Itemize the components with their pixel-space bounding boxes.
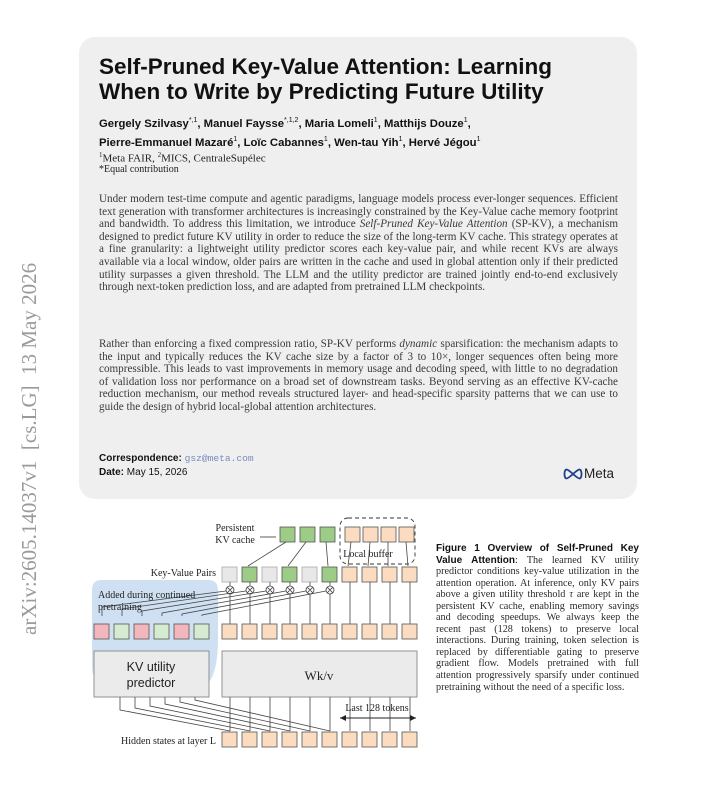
abstract-text: (SP-KV), a mechanism designed to predict future KV utility in order to reduce the size of the long-term KV cache. This strategy operates at a fine granularity: a lightweight utility predictor scores each key-value pair, and while recent KVs are always available via a local window, older pairs are written in the cache and used in global attention only if their predicted utility surpasses a given threshold. The LLM and the utility predictor are trained jointly end-to-end exclusively through next-token prediction loss, and are adapted from pretrained LLM checkpoints.	[99, 218, 619, 294]
author-name: Pierre-Emmanuel Mazaré	[99, 136, 234, 149]
author-affil-mark: 1	[323, 135, 328, 143]
author-name: Hervé Jégou	[408, 136, 477, 149]
arxiv-identifier	[6, 120, 46, 640]
figure-1-diagram	[90, 515, 425, 755]
persistent-cache-row	[280, 527, 414, 542]
predictor-label-2: predictor	[126, 676, 176, 690]
kv-projection-row	[222, 624, 417, 639]
author-affil-mark: 1	[476, 135, 481, 143]
added-training-label: Added during continued	[98, 590, 196, 601]
author-name: Gergely Szilvasy	[99, 117, 189, 130]
utility-predictor-box	[94, 651, 209, 697]
author-affil-mark: 1	[463, 117, 468, 124]
date-value: May 15, 2026	[126, 467, 188, 478]
correspondence-label: Correspondence:	[99, 453, 182, 464]
author-affil-mark: 1	[233, 135, 238, 143]
abstract-paragraph-2	[99, 338, 618, 414]
meta-infinity-icon	[563, 468, 583, 480]
author-affil-mark: 1	[373, 117, 378, 124]
affiliation-meta: Meta FAIR,	[102, 152, 158, 165]
author-name: Loïc Cabannes	[243, 136, 324, 149]
equal-contribution-note: *Equal contribution	[99, 164, 179, 175]
abstract-text: Under modern test-time compute and agentic paradigms, language models process ever-longer sequences. Efficient text generation with transformer architectures is increasingly constrained by the Key-Value cache memory footprint and bandwidth. To address this limitation, we introduce	[99, 193, 618, 231]
affiliations	[99, 148, 619, 166]
emphasis-dynamic: dynamic	[399, 338, 438, 350]
affil-number: 2	[157, 151, 162, 159]
caption-text: are kept in the persistent KV cache, enabling memory savings and decoding speedups. We always keep the recent past (128 tokens) to preserve local interactions. During training, token selection is replaced by differentiable gating to preserve gradient flow. Models pretrained with full attention progressively sparsify under continued pretraining without the need of a specific loss.	[436, 589, 639, 693]
affiliation-mics: MICS, CentraleSupélec	[161, 152, 266, 165]
paper-title: Self-Pruned Key-Value Attention: Learning When to Write by Predicting Future Utility	[99, 54, 552, 104]
figure-1-caption	[436, 543, 639, 693]
affil-number: 1	[99, 151, 103, 159]
date-line	[99, 467, 187, 478]
local-buffer-label: Local buffer	[343, 549, 393, 560]
last-tokens-label: Last 128 tokens	[345, 703, 409, 714]
correspondence	[99, 453, 254, 464]
tau-symbol: τ	[569, 589, 573, 601]
hidden-states-label: Hidden states at layer L	[121, 736, 216, 747]
persistent-cache-label: Persistent	[215, 523, 255, 534]
abstract-text: sparsification: the mechanism adapts to the input and typically reduces the KV cache size by a factor of 3 to 10×, longer sequences often being more compressible. This leads to vast improvements in memory usage and decoding speed, with little to no degradation of validation loss nor performance on a broad set of downstream tasks. Beyond serving as an effective KV-cache reduction mechanism, our method reveals structured layer- and head-specific sparsity patterns that we can use to guide the design of hybrid local-global attention architectures.	[99, 338, 619, 413]
persistent-cache-label-2: KV cache	[215, 535, 255, 546]
correspondence-email[interactable]: gsz@meta.com	[184, 453, 254, 464]
multiply-symbols	[226, 582, 410, 624]
predictor-label: KV utility	[126, 660, 176, 674]
author-name: Manuel Faysse	[203, 117, 285, 130]
author-affil-mark: 1	[398, 135, 403, 143]
abstract-text: Rather than enforcing a fixed compression ratio, SP-KV performs	[99, 338, 400, 350]
wkv-label: Wk/v	[304, 668, 334, 683]
author-name: Maria Lomeli	[304, 117, 374, 130]
author-list: Gergely Szilvasy$^{*,1}$, Manuel Faysse$^{*,1,2}$, Maria Lomeli$^1$, Matthijs Douze$^1$, Pierre-Emmanuel Mazaré$^1$, Loïc Cabannes$^1$, Wen-tau Yih$^1$, Hervé Jégou$^1$	[99, 117, 481, 149]
author-affil-mark: *,1,2	[284, 117, 299, 124]
meta-logo	[563, 466, 614, 481]
kv-pairs-label: Key-Value Pairs	[150, 568, 216, 579]
arxiv-id-text: arXiv:2605.14037v1 [cs.LG] 13 May 2026	[17, 262, 41, 635]
caption-text: : The learned KV utility predictor conditions key-value utilization in the attention operation. At inference, only KV pairs above a given utility threshold	[436, 554, 639, 601]
method-name: Self-Pruned Key-Value Attention	[359, 218, 508, 231]
author-name: Matthijs Douze	[383, 117, 464, 130]
meta-logo-text: Meta	[584, 466, 615, 481]
abstract-paragraph-1	[99, 193, 618, 294]
caption-heading: Figure 1 Overview of Self-Pruned Key Value Attention	[436, 543, 639, 566]
date-label: Date:	[99, 467, 125, 478]
added-training-label-2: pretraining	[98, 602, 142, 613]
hidden-states-row	[222, 732, 417, 747]
author-affil-mark: *,1	[188, 117, 198, 124]
kv-pairs-row	[222, 567, 417, 582]
author-name: Wen-tau Yih	[334, 136, 399, 149]
